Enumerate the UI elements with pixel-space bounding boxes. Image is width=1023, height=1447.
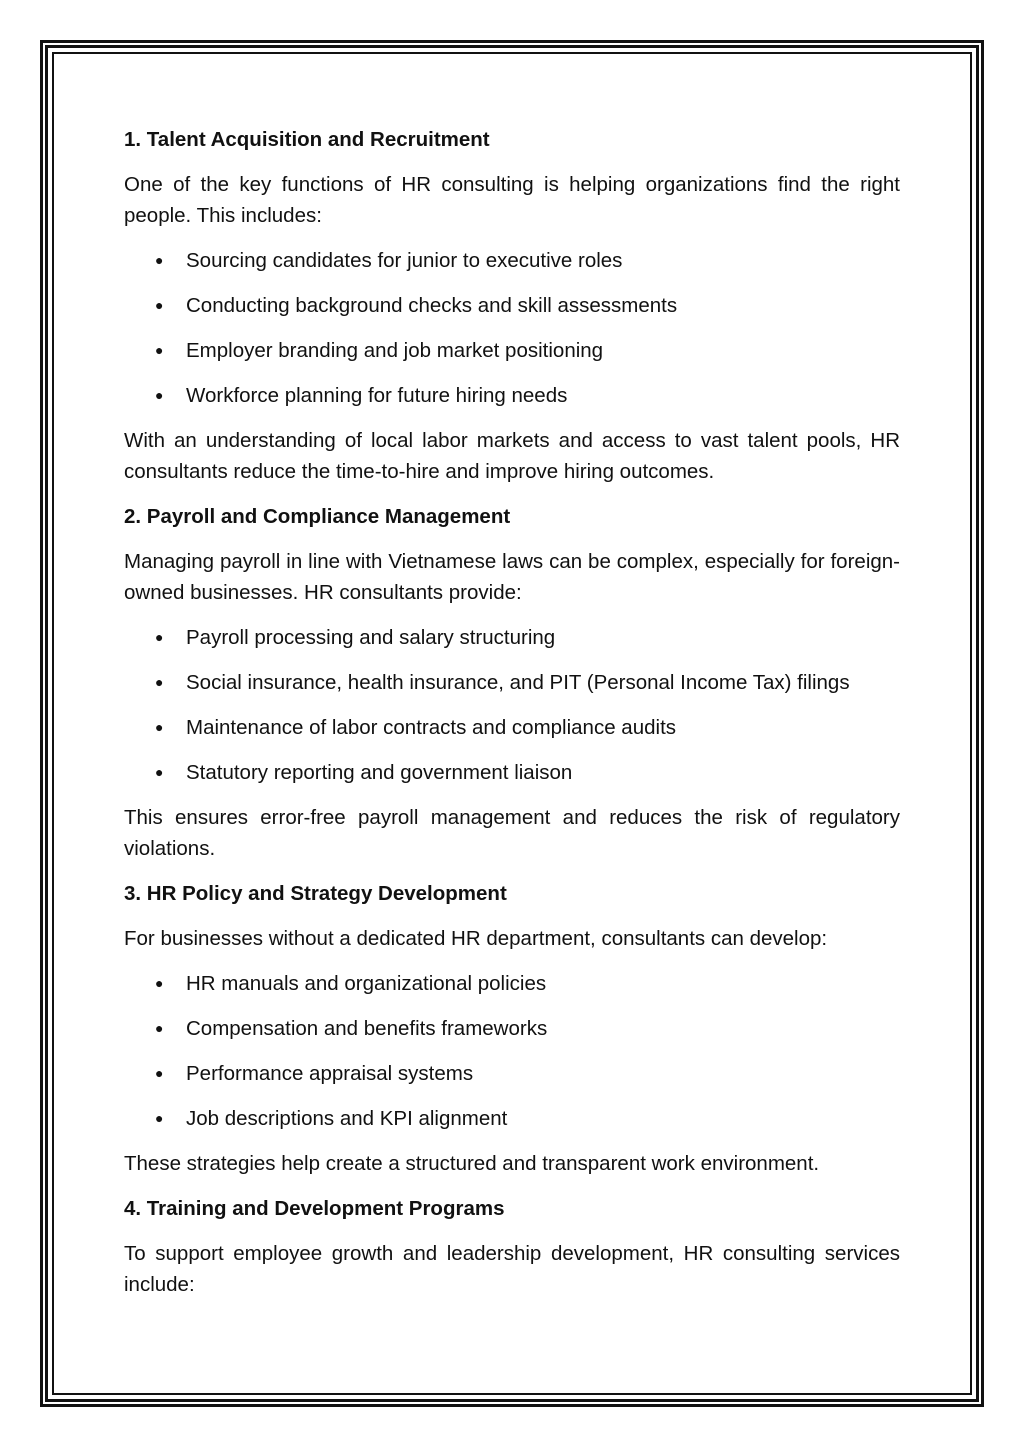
- section-heading: 3. HR Policy and Strategy Development: [124, 882, 507, 905]
- bullet-list: [124, 245, 900, 411]
- list-item: ● Payroll processing and salary structuring: [124, 622, 900, 653]
- section-intro: To support employee growth and leadership development, HR consulting services include:: [124, 1242, 900, 1296]
- bullet-icon: ●: [155, 1020, 164, 1036]
- list-item: ● Employer branding and job market positioning: [124, 335, 900, 366]
- bullet-icon: ●: [155, 975, 164, 991]
- list-item: ● Workforce planning for future hiring needs: [124, 380, 900, 411]
- section-talent-acquisition: [124, 124, 900, 487]
- section-heading: 2. Payroll and Compliance Management: [124, 505, 511, 528]
- bullet-icon: ●: [155, 674, 164, 690]
- list-item: ● Conducting background checks and skill assessments: [124, 290, 900, 321]
- bullet-icon: ●: [155, 629, 164, 645]
- list-item: ● Social insurance, health insurance, and PIT (Personal Income Tax) filings: [124, 667, 900, 698]
- list-item: ● Performance appraisal systems: [124, 1058, 900, 1089]
- list-item: ● Sourcing candidates for junior to executive roles: [124, 245, 900, 276]
- bullet-icon: ●: [155, 297, 164, 313]
- bullet-icon: ●: [155, 1110, 164, 1126]
- list-item: ● HR manuals and organizational policies: [124, 968, 900, 999]
- list-item: ● Statutory reporting and government liaison: [124, 757, 900, 788]
- section-hr-policy-strategy: [124, 878, 900, 1179]
- section-payroll-compliance: [124, 501, 900, 864]
- section-intro: Managing payroll in line with Vietnamese laws can be complex, especially for foreign-owned businesses. HR consultants provide:: [124, 550, 900, 604]
- bullet-list: [124, 968, 900, 1134]
- list-item: ● Maintenance of labor contracts and compliance audits: [124, 712, 900, 743]
- bullet-icon: ●: [155, 764, 164, 780]
- section-heading: 4. Training and Development Programs: [124, 1197, 505, 1220]
- section-heading: 1. Talent Acquisition and Recruitment: [124, 128, 490, 151]
- bullet-list: [124, 622, 900, 788]
- section-intro: For businesses without a dedicated HR department, consultants can develop:: [124, 927, 828, 950]
- section-outro: With an understanding of local labor markets and access to vast talent pools, HR consultants reduce the time-to-hire and improve hiring outcomes.: [124, 429, 900, 483]
- bullet-icon: ●: [155, 342, 164, 358]
- bullet-icon: ●: [155, 252, 164, 268]
- list-item: ● Compensation and benefits frameworks: [124, 1013, 900, 1044]
- section-outro: This ensures error-free payroll management and reduces the risk of regulatory violations.: [124, 806, 900, 860]
- section-intro: One of the key functions of HR consulting is helping organizations find the right people. This includes:: [124, 173, 900, 227]
- section-training-development: [124, 1193, 900, 1300]
- bullet-icon: ●: [155, 1065, 164, 1081]
- section-outro: These strategies help create a structured and transparent work environment.: [124, 1152, 820, 1175]
- list-item: ● Job descriptions and KPI alignment: [124, 1103, 900, 1134]
- bullet-icon: ●: [155, 719, 164, 735]
- document-body: [124, 124, 900, 1314]
- bullet-icon: ●: [155, 387, 164, 403]
